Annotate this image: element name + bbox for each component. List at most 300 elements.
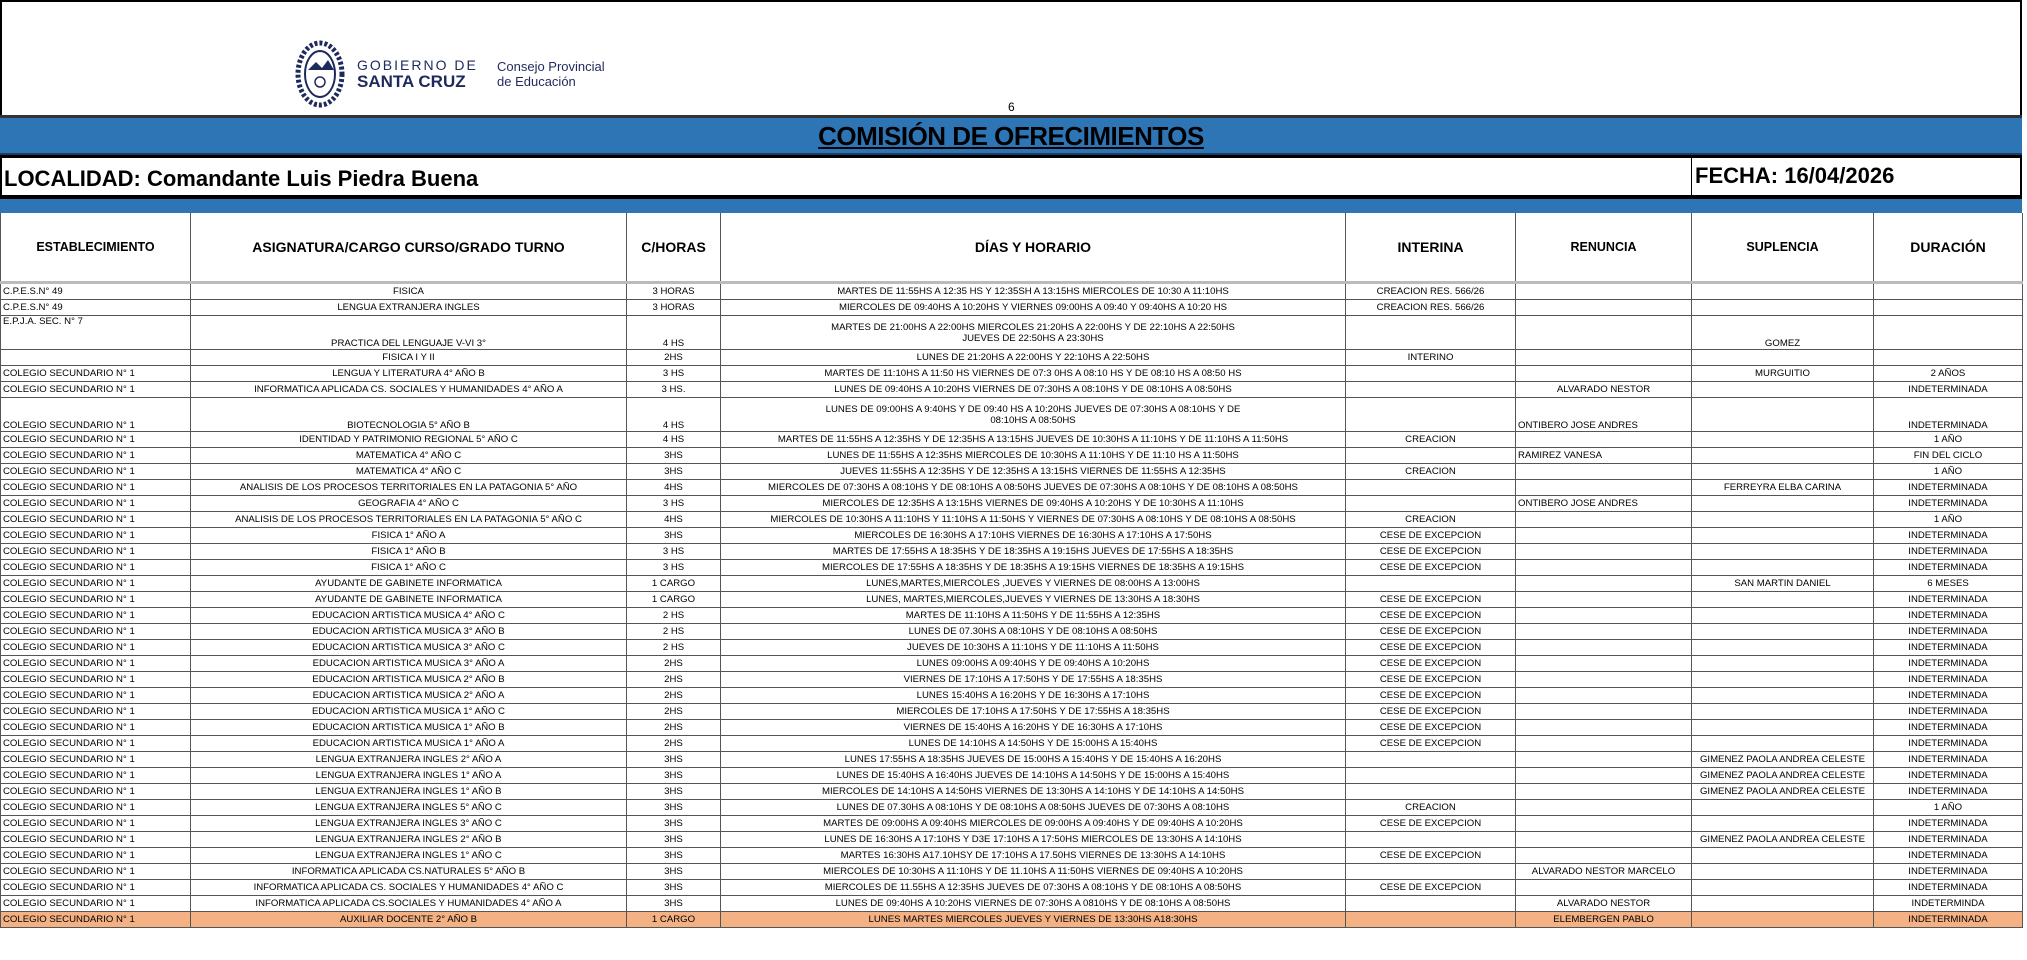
cell-establecimiento: COLEGIO SECUNDARIO N° 1	[1, 640, 191, 656]
cell-asignatura: INFORMATICA APLICADA CS. SOCIALES Y HUMANIDADES 4° AÑO A	[191, 382, 627, 398]
cell-duracion: INDETERMINADA	[1874, 480, 2023, 496]
cell-establecimiento: COLEGIO SECUNDARIO N° 1	[1, 528, 191, 544]
cell-establecimiento: COLEGIO SECUNDARIO N° 1	[1, 896, 191, 912]
table-row	[1, 896, 2023, 912]
cell-suplencia: GOMEZ	[1692, 316, 1874, 350]
cell-duracion: INDETERMINADA	[1874, 736, 2023, 752]
cell-interina	[1346, 832, 1516, 848]
col-suplencia: SUPLENCIA	[1692, 213, 1874, 283]
cell-horas: 2HS	[627, 672, 721, 688]
cell-renuncia: ONTIBERO JOSE ANDRES	[1516, 398, 1692, 432]
cell-interina: INTERINO	[1346, 350, 1516, 366]
cell-renuncia	[1516, 576, 1692, 592]
cell-dias-horario: LUNES DE 16:30HS A 17:10HS Y D3E 17:10HS A 17:50HS MIERCOLES DE 13:30HS A 14:10HS	[721, 832, 1346, 848]
cell-dias-horario: LUNES DE 15:40HS A 16:40HS JUEVES DE 14:10HS A 14:50HS Y DE 15:00HS A 15:40HS	[721, 768, 1346, 784]
table-row	[1, 800, 2023, 816]
document-header	[0, 0, 2022, 115]
cell-establecimiento: COLEGIO SECUNDARIO N° 1	[1, 912, 191, 928]
table-row	[1, 784, 2023, 800]
cell-establecimiento: COLEGIO SECUNDARIO N° 1	[1, 784, 191, 800]
cell-establecimiento: COLEGIO SECUNDARIO N° 1	[1, 768, 191, 784]
cell-dias-horario: MARTES DE 11:55HS A 12:35 HS Y 12:35SH A 13:15HS MIERCOLES DE 10:30 A 11:10HS	[721, 283, 1346, 300]
cell-interina: CESE DE EXCEPCION	[1346, 528, 1516, 544]
cell-asignatura: IDENTIDAD Y PATRIMONIO REGIONAL 5° AÑO C	[191, 432, 627, 448]
cell-duracion: INDETERMINADA	[1874, 880, 2023, 896]
cell-establecimiento: COLEGIO SECUNDARIO N° 1	[1, 366, 191, 382]
cell-suplencia	[1692, 672, 1874, 688]
cell-horas: 3HS	[627, 880, 721, 896]
cell-interina: CESE DE EXCEPCION	[1346, 720, 1516, 736]
table-row	[1, 608, 2023, 624]
cell-horas: 4HS	[627, 480, 721, 496]
cell-interina: CREACION RES. 566/26	[1346, 300, 1516, 316]
cell-dias-horario: LUNES DE 21:20HS A 22:00HS Y 22:10HS A 22:50HS	[721, 350, 1346, 366]
cell-dias-horario: MARTES DE 11:10HS A 11:50HS Y DE 11:55HS A 12:35HS	[721, 608, 1346, 624]
cell-asignatura: EDUCACION ARTISTICA MUSICA 1° AÑO A	[191, 736, 627, 752]
cell-dias-horario: MARTES DE 17:55HS A 18:35HS Y DE 18:35HS A 19:15HS JUEVES DE 17:55HS A 18:35HS	[721, 544, 1346, 560]
cell-suplencia	[1692, 640, 1874, 656]
cell-horas: 3HS	[627, 864, 721, 880]
cell-renuncia	[1516, 350, 1692, 366]
cell-interina	[1346, 496, 1516, 512]
cell-renuncia	[1516, 366, 1692, 382]
cell-renuncia	[1516, 640, 1692, 656]
cell-interina	[1346, 768, 1516, 784]
col-establecimiento: ESTABLECIMIENTO	[1, 213, 191, 283]
cell-establecimiento: COLEGIO SECUNDARIO N° 1	[1, 608, 191, 624]
table-row	[1, 752, 2023, 768]
table-row	[1, 398, 2023, 432]
cell-duracion: INDETERMINADA	[1874, 592, 2023, 608]
cell-suplencia: FERREYRA ELBA CARINA	[1692, 480, 1874, 496]
cell-dias-horario: MARTES DE 11:55HS A 12:35HS Y DE 12:35HS A 13:15HS JUEVES DE 10:30HS A 11:10HS Y DE 11:10HS A 11:50HS	[721, 432, 1346, 448]
cell-duracion: INDETERMINADA	[1874, 752, 2023, 768]
logo-text-gobierno: GOBIERNO DE	[357, 57, 478, 73]
cell-duracion: 1 AÑO	[1874, 800, 2023, 816]
cell-suplencia	[1692, 864, 1874, 880]
cell-establecimiento: COLEGIO SECUNDARIO N° 1	[1, 512, 191, 528]
cell-interina: CREACION	[1346, 464, 1516, 480]
cell-dias-horario: LUNES DE 09:40HS A 10:20HS VIERNES DE 07:30HS A 0810HS Y DE 08:10HS A 08:50HS	[721, 896, 1346, 912]
cell-horas: 4 HS	[627, 432, 721, 448]
table-row	[1, 560, 2023, 576]
table-row	[1, 464, 2023, 480]
table-row	[1, 382, 2023, 398]
cell-suplencia	[1692, 816, 1874, 832]
table-row	[1, 624, 2023, 640]
cell-dias-horario: MARTES 16:30HS A17.10HSY DE 17:10HS A 17.50HS VIERNES DE 13:30HS A 14:10HS	[721, 848, 1346, 864]
cell-asignatura: EDUCACION ARTISTICA MUSICA 1° AÑO B	[191, 720, 627, 736]
cell-asignatura: EDUCACION ARTISTICA MUSICA 3° AÑO C	[191, 640, 627, 656]
table-row	[1, 576, 2023, 592]
cell-renuncia: ALVARADO NESTOR MARCELO	[1516, 864, 1692, 880]
cell-renuncia	[1516, 283, 1692, 300]
cell-renuncia	[1516, 784, 1692, 800]
cell-suplencia	[1692, 880, 1874, 896]
cell-renuncia	[1516, 768, 1692, 784]
cell-suplencia	[1692, 496, 1874, 512]
cell-asignatura: EDUCACION ARTISTICA MUSICA 4° AÑO C	[191, 608, 627, 624]
cell-establecimiento: COLEGIO SECUNDARIO N° 1	[1, 832, 191, 848]
cell-asignatura: ANALISIS DE LOS PROCESOS TERRITORIALES EN LA PATAGONIA 5° AÑO	[191, 480, 627, 496]
cell-establecimiento: COLEGIO SECUNDARIO N° 1	[1, 720, 191, 736]
table-row	[1, 316, 2023, 350]
cell-dias-horario: JUEVES DE 10:30HS A 11:10HS Y DE 11:10HS A 11:50HS	[721, 640, 1346, 656]
cell-asignatura: FISICA 1° AÑO B	[191, 544, 627, 560]
cell-dias-horario: LUNES, MARTES,MIERCOLES,JUEVES Y VIERNES DE 13:30HS A 18:30HS	[721, 592, 1346, 608]
cell-asignatura: EDUCACION ARTISTICA MUSICA 3° AÑO A	[191, 656, 627, 672]
cell-duracion: INDETERMINADA	[1874, 784, 2023, 800]
table-row	[1, 816, 2023, 832]
table-row	[1, 704, 2023, 720]
cell-renuncia	[1516, 832, 1692, 848]
cell-interina: CESE DE EXCEPCION	[1346, 704, 1516, 720]
cell-suplencia	[1692, 608, 1874, 624]
cell-dias-horario: LUNES DE 07.30HS A 08:10HS Y DE 08:10HS A 08:50HS	[721, 624, 1346, 640]
location-row	[0, 155, 2022, 197]
cell-renuncia	[1516, 848, 1692, 864]
cell-horas: 3HS	[627, 784, 721, 800]
cell-horas: 3 HORAS	[627, 283, 721, 300]
cell-establecimiento: COLEGIO SECUNDARIO N° 1	[1, 560, 191, 576]
table-row	[1, 512, 2023, 528]
cell-horas: 3 HS	[627, 496, 721, 512]
cell-horas: 3HS	[627, 848, 721, 864]
cell-duracion: INDETERMINADA	[1874, 528, 2023, 544]
table-row	[1, 912, 2023, 928]
cell-interina: CESE DE EXCEPCION	[1346, 848, 1516, 864]
cell-interina	[1346, 864, 1516, 880]
table-row	[1, 864, 2023, 880]
cell-dias-horario: MIERCOLES DE 17:55HS A 18:35HS Y DE 18:35HS A 19:15HS VIERNES DE 18:35HS A 19:15HS	[721, 560, 1346, 576]
cell-horas: 3HS	[627, 464, 721, 480]
table-row	[1, 366, 2023, 382]
cell-asignatura: PRACTICA DEL LENGUAJE V-VI 3°	[191, 316, 627, 350]
cell-horas: 2HS	[627, 688, 721, 704]
cell-duracion: 6 MESES	[1874, 576, 2023, 592]
cell-renuncia	[1516, 592, 1692, 608]
table-row	[1, 350, 2023, 366]
cell-suplencia	[1692, 464, 1874, 480]
cell-duracion: INDETERMINADA	[1874, 864, 2023, 880]
cell-duracion: 1 AÑO	[1874, 464, 2023, 480]
cell-duracion: INDETERMINADA	[1874, 624, 2023, 640]
cell-establecimiento: COLEGIO SECUNDARIO N° 1	[1, 448, 191, 464]
cell-duracion: INDETERMINADA	[1874, 656, 2023, 672]
cell-renuncia: ELEMBERGEN PABLO	[1516, 912, 1692, 928]
cell-horas: 2 HS	[627, 608, 721, 624]
cell-suplencia	[1692, 848, 1874, 864]
table-row	[1, 672, 2023, 688]
cell-duracion	[1874, 316, 2023, 350]
table-row	[1, 848, 2023, 864]
cell-interina	[1346, 448, 1516, 464]
cell-suplencia	[1692, 398, 1874, 432]
cell-interina: CESE DE EXCEPCION	[1346, 656, 1516, 672]
santa-cruz-seal-logo	[294, 40, 346, 108]
cell-establecimiento: COLEGIO SECUNDARIO N° 1	[1, 816, 191, 832]
cell-suplencia	[1692, 448, 1874, 464]
cell-suplencia	[1692, 800, 1874, 816]
localidad-label: LOCALIDAD: Comandante Luis Piedra Buena	[4, 166, 479, 191]
cell-asignatura: AUXILIAR DOCENTE 2° AÑO B	[191, 912, 627, 928]
col-renuncia: RENUNCIA	[1516, 213, 1692, 283]
cell-duracion: INDETERMINADA	[1874, 560, 2023, 576]
cell-renuncia	[1516, 512, 1692, 528]
table-row	[1, 592, 2023, 608]
cell-suplencia	[1692, 382, 1874, 398]
cell-renuncia	[1516, 656, 1692, 672]
table-row	[1, 640, 2023, 656]
table-row	[1, 688, 2023, 704]
cell-asignatura: LENGUA EXTRANJERA INGLES 5° AÑO C	[191, 800, 627, 816]
cell-horas: 3 HORAS	[627, 300, 721, 316]
cell-dias-horario: MIERCOLES DE 11.55HS A 12:35HS JUEVES DE 07:30HS A 08:10HS Y DE 08:10HS A 08:50HS	[721, 880, 1346, 896]
cell-interina: CESE DE EXCEPCION	[1346, 640, 1516, 656]
cell-establecimiento: COLEGIO SECUNDARIO N° 1	[1, 592, 191, 608]
cell-establecimiento: COLEGIO SECUNDARIO N° 1	[1, 848, 191, 864]
cell-asignatura: BIOTECNOLOGIA 5° AÑO B	[191, 398, 627, 432]
cell-duracion: 1 AÑO	[1874, 512, 2023, 528]
cell-suplencia: MURGUITIO	[1692, 366, 1874, 382]
cell-suplencia: GIMENEZ PAOLA ANDREA CELESTE	[1692, 784, 1874, 800]
cell-dias-horario: MARTES DE 09:00HS A 09:40HS MIERCOLES DE 09:00HS A 09:40HS Y DE 09:40HS A 10:20HS	[721, 816, 1346, 832]
cell-establecimiento: COLEGIO SECUNDARIO N° 1	[1, 382, 191, 398]
cell-renuncia	[1516, 608, 1692, 624]
cell-suplencia	[1692, 720, 1874, 736]
page-number: 6	[1008, 100, 1015, 114]
cell-establecimiento: E.P.J.A. SEC. N° 7	[1, 316, 191, 350]
cell-duracion: INDETERMINADA	[1874, 768, 2023, 784]
cell-horas: 3HS	[627, 448, 721, 464]
cell-renuncia	[1516, 300, 1692, 316]
cell-dias-horario: LUNES MARTES MIERCOLES JUEVES Y VIERNES DE 13:30HS A18:30HS	[721, 912, 1346, 928]
cell-interina: CESE DE EXCEPCION	[1346, 816, 1516, 832]
cell-interina	[1346, 398, 1516, 432]
table-row	[1, 880, 2023, 896]
cell-asignatura: AYUDANTE DE GABINETE INFORMATICA	[191, 592, 627, 608]
cell-asignatura: ANALISIS DE LOS PROCESOS TERRITORIALES EN LA PATAGONIA 5° AÑO C	[191, 512, 627, 528]
cell-horas: 3HS	[627, 816, 721, 832]
cell-interina: CESE DE EXCEPCION	[1346, 624, 1516, 640]
cell-horas: 4HS	[627, 512, 721, 528]
fecha-cell	[1691, 158, 1894, 195]
cell-duracion: INDETERMINADA	[1874, 496, 2023, 512]
cell-interina	[1346, 752, 1516, 768]
cell-renuncia	[1516, 720, 1692, 736]
cell-dias-horario: MARTES DE 21:00HS A 22:00HS MIERCOLES 21:20HS A 22:00HS Y DE 22:10HS A 22:50HS JUEVES DE 22:50HS A 23:30HS	[721, 316, 1346, 350]
cell-suplencia	[1692, 544, 1874, 560]
cell-duracion	[1874, 300, 2023, 316]
table-row	[1, 496, 2023, 512]
cell-interina	[1346, 382, 1516, 398]
cell-asignatura: EDUCACION ARTISTICA MUSICA 2° AÑO A	[191, 688, 627, 704]
table-row	[1, 432, 2023, 448]
cell-establecimiento: COLEGIO SECUNDARIO N° 1	[1, 704, 191, 720]
council-name	[497, 59, 605, 89]
cell-interina: CESE DE EXCEPCION	[1346, 688, 1516, 704]
cell-renuncia	[1516, 432, 1692, 448]
cell-duracion: INDETERMINADA	[1874, 608, 2023, 624]
cell-renuncia	[1516, 672, 1692, 688]
cell-suplencia: GIMENEZ PAOLA ANDREA CELESTE	[1692, 832, 1874, 848]
table-row	[1, 832, 2023, 848]
cell-horas: 3HS	[627, 832, 721, 848]
cell-renuncia	[1516, 752, 1692, 768]
cell-renuncia: RAMIREZ VANESA	[1516, 448, 1692, 464]
separator-band	[0, 197, 2022, 213]
table-row	[1, 544, 2023, 560]
cell-renuncia	[1516, 880, 1692, 896]
cell-dias-horario: LUNES DE 07.30HS A 08:10HS Y DE 08:10HS A 08:50HS JUEVES DE 07:30HS A 08:10HS	[721, 800, 1346, 816]
col-horas: C/HORAS	[627, 213, 721, 283]
table-row	[1, 736, 2023, 752]
cell-suplencia	[1692, 592, 1874, 608]
cell-establecimiento: COLEGIO SECUNDARIO N° 1	[1, 544, 191, 560]
cell-horas: 3HS	[627, 896, 721, 912]
cell-asignatura: LENGUA Y LITERATURA 4° AÑO B	[191, 366, 627, 382]
cell-duracion: INDETERMINADA	[1874, 912, 2023, 928]
cell-asignatura: INFORMATICA APLICADA CS.SOCIALES Y HUMANIDADES 4° AÑO A	[191, 896, 627, 912]
cell-horas: 3 HS	[627, 366, 721, 382]
cell-suplencia	[1692, 560, 1874, 576]
cell-establecimiento: COLEGIO SECUNDARIO N° 1	[1, 496, 191, 512]
cell-renuncia	[1516, 736, 1692, 752]
cell-asignatura: GEOGRAFIA 4° AÑO C	[191, 496, 627, 512]
cell-establecimiento: COLEGIO SECUNDARIO N° 1	[1, 864, 191, 880]
table-header-row	[1, 213, 2023, 283]
cell-dias-horario: VIERNES DE 15:40HS A 16:20HS Y DE 16:30HS A 17:10HS	[721, 720, 1346, 736]
cell-suplencia	[1692, 528, 1874, 544]
cell-dias-horario: LUNES 09:00HS A 09:40HS Y DE 09:40HS A 10:20HS	[721, 656, 1346, 672]
cell-duracion: 2 AÑOS	[1874, 366, 2023, 382]
cell-horas: 2HS	[627, 720, 721, 736]
table-row	[1, 656, 2023, 672]
cell-interina: CESE DE EXCEPCION	[1346, 608, 1516, 624]
council-line-2: de Educación	[497, 74, 576, 89]
cell-dias-horario: MIERCOLES DE 12:35HS A 13:15HS VIERNES DE 09:40HS A 10:20HS Y DE 10:30HS A 11:10HS	[721, 496, 1346, 512]
cell-horas: 1 CARGO	[627, 912, 721, 928]
cell-renuncia	[1516, 480, 1692, 496]
cell-duracion: INDETERMINADA	[1874, 382, 2023, 398]
cell-asignatura: FISICA I Y II	[191, 350, 627, 366]
cell-interina: CREACION	[1346, 512, 1516, 528]
cell-establecimiento: COLEGIO SECUNDARIO N° 1	[1, 576, 191, 592]
col-interina: INTERINA	[1346, 213, 1516, 283]
cell-establecimiento: COLEGIO SECUNDARIO N° 1	[1, 464, 191, 480]
cell-asignatura: MATEMATICA 4° AÑO C	[191, 464, 627, 480]
cell-establecimiento: COLEGIO SECUNDARIO N° 1	[1, 432, 191, 448]
cell-renuncia	[1516, 704, 1692, 720]
cell-dias-horario: MIERCOLES DE 10:30HS A 11:10HS Y DE 11.10HS A 11:50HS VIERNES DE 09:40HS A 10:20HS	[721, 864, 1346, 880]
cell-dias-horario: MIERCOLES DE 14:10HS A 14:50HS VIERNES DE 13:30HS A 14:10HS Y DE 14:10HS A 14:50HS	[721, 784, 1346, 800]
cell-suplencia: GIMENEZ PAOLA ANDREA CELESTE	[1692, 768, 1874, 784]
cell-interina	[1346, 896, 1516, 912]
cell-dias-horario: LUNES,MARTES,MIERCOLES ,JUEVES Y VIERNES DE 08:00HS A 13:00HS	[721, 576, 1346, 592]
cell-duracion: INDETERMINADA	[1874, 704, 2023, 720]
cell-duracion: INDETERMINADA	[1874, 544, 2023, 560]
cell-renuncia	[1516, 544, 1692, 560]
cell-dias-horario: MIERCOLES DE 16:30HS A 17:10HS VIERNES DE 16:30HS A 17:10HS A 17:50HS	[721, 528, 1346, 544]
cell-duracion	[1874, 350, 2023, 366]
cell-asignatura: INFORMATICA APLICADA CS.NATURALES 5° AÑO B	[191, 864, 627, 880]
col-dias-horario: DÍAS Y HORARIO	[721, 213, 1346, 283]
cell-interina: CESE DE EXCEPCION	[1346, 880, 1516, 896]
cell-dias-horario: MARTES DE 11:10HS A 11:50 HS VIERNES DE 07:3 0HS A 08:10 HS Y DE 08:10 HS A 08:50 HS	[721, 366, 1346, 382]
cell-dias-horario: LUNES DE 14:10HS A 14:50HS Y DE 15:00HS A 15:40HS	[721, 736, 1346, 752]
cell-asignatura: LENGUA EXTRANJERA INGLES 2° AÑO B	[191, 832, 627, 848]
cell-establecimiento: COLEGIO SECUNDARIO N° 1	[1, 624, 191, 640]
council-line-1: Consejo Provincial	[497, 59, 605, 74]
cell-renuncia	[1516, 688, 1692, 704]
cell-dias-horario: MIERCOLES DE 10:30HS A 11:10HS Y 11:10HS A 11:50HS Y VIERNES DE 07:30HS A 08:10HS Y DE 08:10HS A 08:50HS	[721, 512, 1346, 528]
cell-interina: CREACION RES. 566/26	[1346, 283, 1516, 300]
table-row	[1, 480, 2023, 496]
cell-renuncia	[1516, 800, 1692, 816]
cell-suplencia: SAN MARTIN DANIEL	[1692, 576, 1874, 592]
cell-asignatura: LENGUA EXTRANJERA INGLES	[191, 300, 627, 316]
cell-duracion: INDETERMINADA	[1874, 398, 2023, 432]
cell-interina	[1346, 480, 1516, 496]
cell-dias-horario: LUNES DE 09:40HS A 10:20HS VIERNES DE 07:30HS A 08:10HS Y DE 08:10HS A 08:50HS	[721, 382, 1346, 398]
cell-asignatura: FISICA	[191, 283, 627, 300]
table-row	[1, 720, 2023, 736]
cell-renuncia: ONTIBERO JOSE ANDRES	[1516, 496, 1692, 512]
cell-suplencia	[1692, 300, 1874, 316]
logo-text-santa-cruz: SANTA CRUZ	[357, 72, 466, 91]
cell-suplencia	[1692, 736, 1874, 752]
cell-establecimiento: COLEGIO SECUNDARIO N° 1	[1, 800, 191, 816]
cell-duracion: FIN DEL CICLO	[1874, 448, 2023, 464]
fecha-label: FECHA: 16/04/2026	[1695, 163, 1895, 188]
cell-asignatura: EDUCACION ARTISTICA MUSICA 1° AÑO C	[191, 704, 627, 720]
cell-renuncia: ALVARADO NESTOR	[1516, 896, 1692, 912]
cell-renuncia	[1516, 528, 1692, 544]
table-row	[1, 448, 2023, 464]
table-row	[1, 283, 2023, 300]
cell-duracion: INDETERMINADA	[1874, 832, 2023, 848]
cell-asignatura: LENGUA EXTRANJERA INGLES 1° AÑO C	[191, 848, 627, 864]
cell-duracion: 1 AÑO	[1874, 432, 2023, 448]
cell-horas: 2HS	[627, 704, 721, 720]
cell-duracion: INDETERMINADA	[1874, 640, 2023, 656]
cell-horas: 2HS	[627, 656, 721, 672]
cell-suplencia	[1692, 896, 1874, 912]
cell-asignatura: MATEMATICA 4° AÑO C	[191, 448, 627, 464]
cell-establecimiento: COLEGIO SECUNDARIO N° 1	[1, 736, 191, 752]
cell-horas: 1 CARGO	[627, 576, 721, 592]
cell-suplencia	[1692, 704, 1874, 720]
table-row	[1, 528, 2023, 544]
cell-horas: 2 HS	[627, 624, 721, 640]
table-row	[1, 300, 2023, 316]
cell-suplencia	[1692, 624, 1874, 640]
cell-interina: CESE DE EXCEPCION	[1346, 544, 1516, 560]
cell-horas: 4 HS	[627, 398, 721, 432]
cell-renuncia: ALVARADO NESTOR	[1516, 382, 1692, 398]
cell-suplencia: GIMENEZ PAOLA ANDREA CELESTE	[1692, 752, 1874, 768]
cell-interina: CESE DE EXCEPCION	[1346, 592, 1516, 608]
offers-table	[0, 213, 2023, 928]
cell-duracion: INDETERMINADA	[1874, 848, 2023, 864]
cell-asignatura: LENGUA EXTRANJERA INGLES 3° AÑO C	[191, 816, 627, 832]
cell-horas: 2HS	[627, 350, 721, 366]
cell-establecimiento: COLEGIO SECUNDARIO N° 1	[1, 656, 191, 672]
cell-asignatura: LENGUA EXTRANJERA INGLES 2° AÑO A	[191, 752, 627, 768]
cell-renuncia	[1516, 316, 1692, 350]
cell-establecimiento: COLEGIO SECUNDARIO N° 1	[1, 480, 191, 496]
cell-asignatura: FISICA 1° AÑO A	[191, 528, 627, 544]
